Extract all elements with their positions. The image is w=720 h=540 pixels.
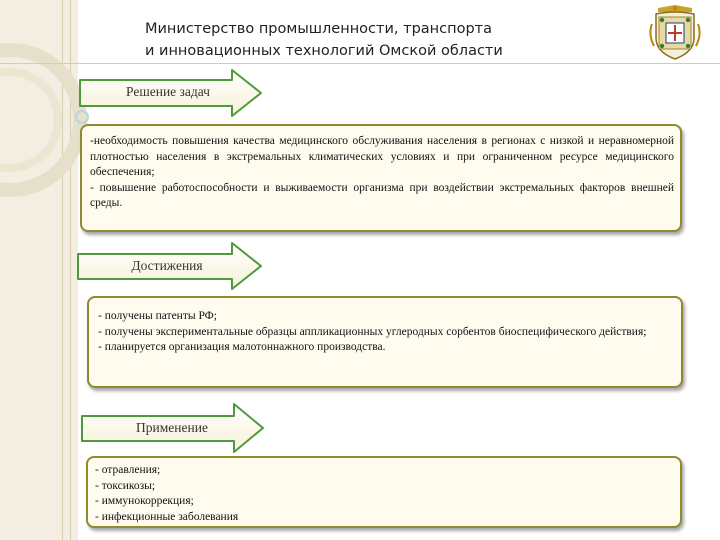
- content-box: [87, 296, 683, 388]
- content-box: [86, 456, 682, 528]
- content-line: - получены патенты РФ;: [98, 310, 217, 322]
- content-box: [80, 124, 682, 232]
- section-heading: Решение задач: [126, 84, 210, 99]
- header-divider: [0, 63, 720, 64]
- content-line: - иммунокоррекция;: [95, 495, 194, 507]
- coat-of-arms-icon: [646, 4, 704, 62]
- section-heading-arrow: [76, 241, 264, 291]
- content-line: - получены экспериментальные образцы аппликационных углеродных сорбентов биоспецифического действия;: [98, 325, 647, 338]
- ministry-title: Министерство промышленности, транспорта и инновационных технологий Омской области: [145, 21, 503, 59]
- content-line: -необходимость повышения качества медицинского обслуживания населения в регионах с низкой и неравномерной плотностью населения в экстремальных климатических условиях и при ограниченном ресурсе медицинского обеспечения;: [90, 135, 674, 178]
- content-line: - токсикозы;: [95, 479, 156, 492]
- section-heading: Достижения: [131, 258, 203, 273]
- section-heading: Применение: [136, 420, 208, 435]
- section-heading-arrow: [80, 402, 266, 454]
- content-line: - повышение работоспособности и выживаемости организма при воздействии экстремальных факторов внешней среды.: [90, 181, 674, 209]
- content-line: - планируется организация малотоннажного производства.: [98, 341, 386, 353]
- content-line: - инфекционные заболевания: [95, 510, 239, 523]
- section-heading-arrow: [78, 68, 264, 118]
- content-line: - отравления;: [95, 464, 161, 476]
